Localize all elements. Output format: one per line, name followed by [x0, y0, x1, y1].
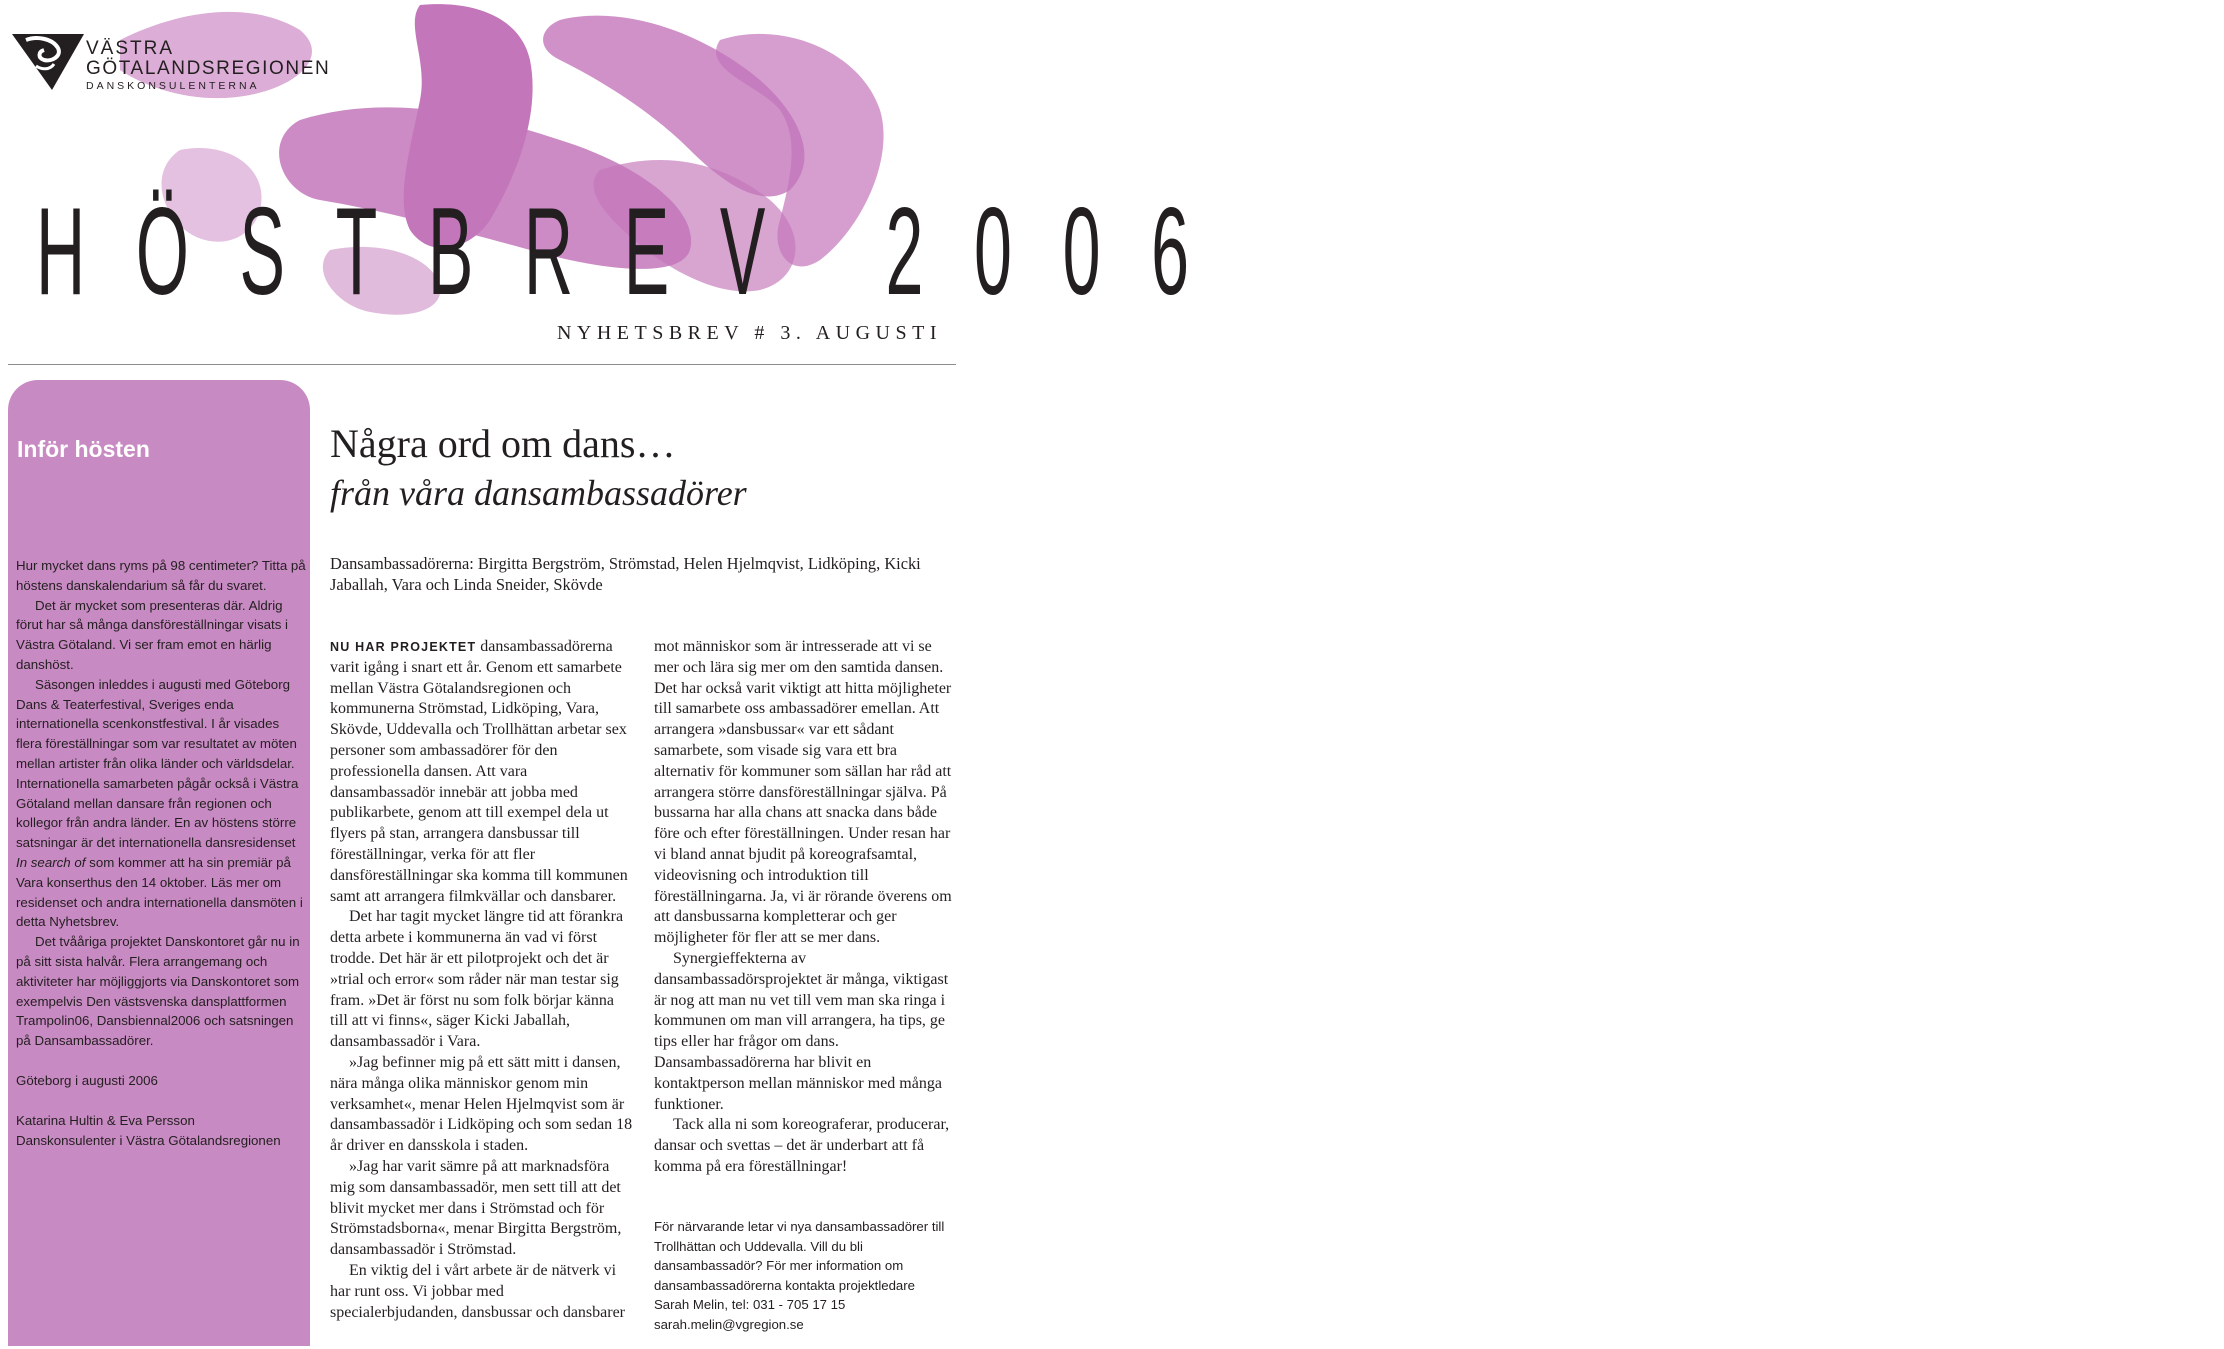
article-paragraph: Tack alla ni som koreograferar, producerar, dansar och svettas – det är underbart att få komma på era föreställningar! — [654, 1116, 950, 1175]
sidebar-signers: Katarina Hultin & Eva Persson — [16, 1112, 195, 1128]
recruitment-notice — [654, 1217, 956, 1334]
notice-text: För närvarande letar vi nya dansambassadörer till Trollhättan och Uddevalla. Vill du bli dansambassadör? För mer information om dansambassadörerna kontakta projektledare — [654, 1219, 945, 1293]
sidebar-date: Göteborg i augusti 2006 — [16, 1072, 158, 1088]
header-divider — [8, 364, 956, 365]
article-paragraph — [330, 637, 635, 907]
article-title: Några ord om dans… — [330, 421, 676, 466]
sidebar-paragraph: Hur mycket dans ryms på 98 centimeter? Titta på höstens danskalendarium så får du svaret. — [16, 558, 306, 593]
article-paragraph: mot människor som är intresserade att vi se mer och lära sig mer om den samtida dansen. Det har också varit viktigt att hitta möjligheter till samarbete oss ambassadörer emellan. Att arrangera »dansbussar« var ett sådant samarbete, som visade sig vara ett bra alternativ för kommuner som sällan har råd att arrangera större dansföreställningar själva. På bussarna har alla chans att snacka dans både före och efter föreställningen. Under resan har vi bland annat bjudit på koreografsamtal, videovisning och introduktion till föreställningarna. Ja, vi är rörande överens om att dansbussarna kompletterar och ger möjligheter för fler att se mer dans. — [654, 638, 952, 947]
article-paragraph: Synergieffekterna av dansambassadörsprojektet är många, viktigast är nog att man nu vet till vem man ska ringa i kommunen om man vill arrangera, ha tips, ge tips eller har frågor om dans. Dansambassadörerna har blivit en kontaktperson mellan människor med många funktioner. — [654, 949, 949, 1113]
newsletter-title — [36, 183, 1240, 321]
article-column-2 — [654, 637, 958, 1178]
article-byline: Dansambassadörerna: Birgitta Bergström, Strömstad, Helen Hjelmqvist, Lidköping, Kicki Jaballah, Vara och Linda Sneider, Skövde — [330, 554, 921, 594]
newsletter-subtitle: NYHETSBREV # 3. AUGUSTI — [556, 322, 942, 344]
sidebar-text: Säsongen inleddes i augusti med Göteborg Dans & Teaterfestival, Sveriges enda internationella scenkonstfestival. I år visades flera föreställningar som var resultatet av möten mellan artister från olika länder och världsdelar. Internationella samarbeten pågår också i Västra Götaland mellan dansare från regionen och kollegor från andra länder. En av höstens större satsningar är det internationella dansresidenset — [16, 676, 299, 851]
sidebar-paragraph: Det är mycket som presenteras där. Aldrig förut har så många dansföreställningar visats i Västra Götaland. Vi ser fram emot en härlig danshöst. — [16, 597, 288, 672]
sidebar-body — [16, 556, 306, 1150]
sidebar-text: som kommer att ha sin premiär på Vara konserthus den 14 oktober. Läs mer om residenset och andra internationella dansmöten i detta Nyhetsbrev. — [16, 854, 303, 930]
article-paragraph: »Jag har varit sämre på att marknadsföra mig som dansambassadör, men sett till att det blivit mycket mer dans i Strömstad och för Strömstadsborna«, menar Birgitta Bergström, dansambassadör i Strömstad. — [330, 1157, 622, 1259]
logo-line-2: GÖTALANDSREGIONEN — [86, 58, 331, 79]
article-subtitle: från våra dansambassadörer — [330, 473, 747, 513]
article-paragraph: En viktig del i vårt arbete är de nätverk vi har runt oss. Vi jobbar med specialerbjudanden, dansbussar och dansbarer — [330, 1261, 625, 1321]
contact-email-link[interactable]: sarah.melin@vgregion.se — [654, 1316, 804, 1332]
article-lead-caps: NU HAR PROJEKTET — [330, 640, 477, 654]
sidebar-paragraph — [16, 675, 306, 932]
sidebar-signer-title: Danskonsulenter i Västra Götalandsregionen — [16, 1132, 281, 1148]
residency-title: In search of — [16, 854, 86, 870]
logo-mark-icon — [12, 30, 84, 92]
contact-line: Sarah Melin, tel: 031 - 705 17 15 — [654, 1297, 846, 1312]
newsletter-title-text: HÖSTBREV 2006 — [36, 183, 1240, 321]
logo-line-1: VÄSTRA — [86, 38, 175, 59]
logo-line-3: DANSKONSULENTERNA — [86, 80, 260, 92]
sidebar-paragraph: Det tvååriga projektet Danskontoret går nu in på sitt sista halvår. Flera arrangemang och aktiviteter har möjliggjorts via Danskontoret som exempelvis Den västsvenska dansplattformen Trampolin06, Dansbiennal2006 och satsningen på Dansambassadörer. — [16, 934, 300, 1049]
sidebar-heading: Inför hösten — [17, 436, 150, 462]
article-text: dansambassadörerna varit igång i snart ett år. Genom ett samarbete mellan Västra Götalandsregionen och kommunerna Strömstad, Lidköping, Vara, Skövde, Uddevalla och Trollhättan arbetar sex personer som ambassadörer för den professionella dansen. Att vara dansambassadör innebär att jobba med publikarbete, genom att till exempel dela ut flyers på stan, arrangera dansbussar till föreställningar, verka för att fler dansföreställningar ska komma till kommunen samt att arrangera filmkvällar och dansbarer. — [330, 638, 628, 905]
article-paragraph: Det har tagit mycket längre tid att förankra detta arbete i kommunerna än vad vi först trodde. Det här är ett pilotprojekt och det är »trial och error« som råder när man testar sig fram. »Det är först nu som folk börjar känna till att vi finns«, säger Kicki Jaballah, dansambassadör i Vara. — [330, 908, 624, 1051]
article-paragraph: »Jag befinner mig på ett sätt mitt i dansen, nära många olika människor genom min verksamhet«, menar Helen Hjelmqvist som är dansambassadör i Lidköping och som sedan 18 år driver en dansskola i staden. — [330, 1053, 633, 1155]
article-column-1 — [330, 637, 635, 1323]
